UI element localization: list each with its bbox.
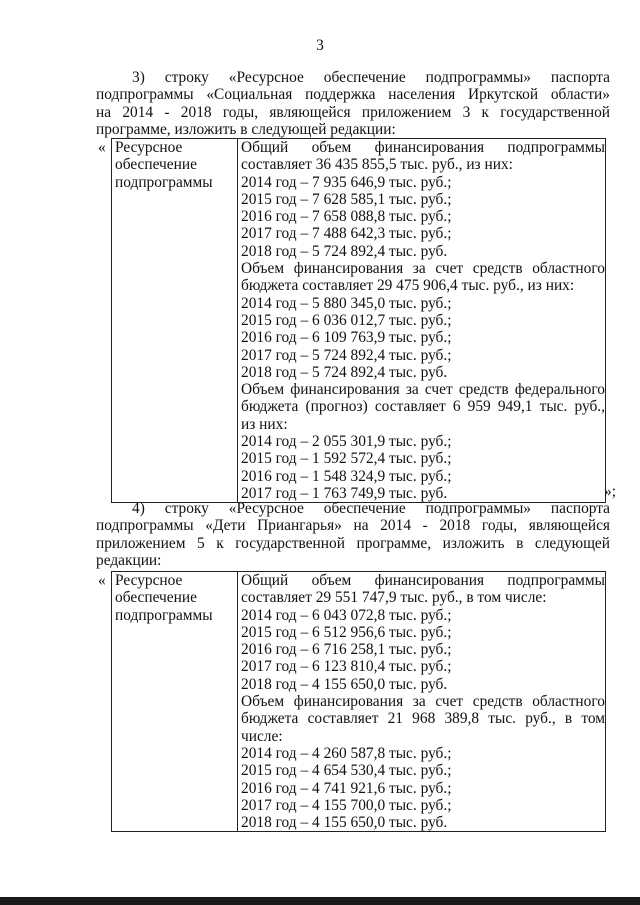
funding-line: Объем финансирования за счет средств областного (241, 693, 605, 711)
funding-line: 2016 год – 6 716 258,1 тыс. руб.; (241, 641, 452, 659)
section3-row-label-cell (112, 139, 238, 503)
funding-line: Общий объем финансирования подпрограммы (241, 572, 605, 589)
section4-intro (96, 500, 610, 569)
section4-intro-line: 4) строку «Ресурсное обеспечение подпрограммы» паспорта (132, 500, 610, 517)
funding-line: 2014 год – 7 935 646,9 тыс. руб.; (241, 173, 452, 191)
section3-resource-table (111, 138, 606, 503)
funding-line: 2018 год – 5 724 892,4 тыс. руб. (241, 242, 448, 260)
funding-line: 2015 год – 4 654 530,4 тыс. руб.; (241, 762, 452, 780)
funding-line: составляет 36 435 855,5 тыс. руб., из них: (241, 156, 513, 174)
section3-intro-line: на 2014 - 2018 годы, являющейся приложением 3 к государственной (96, 103, 610, 121)
funding-line: Объем финансирования за счет средств областного (241, 260, 605, 278)
row-label-line: обеспечение (115, 156, 197, 174)
funding-line: 2017 год – 7 488 642,3 тыс. руб.; (241, 225, 452, 243)
section3-funding-cell (238, 139, 606, 503)
funding-line: 2014 год – 2 055 301,9 тыс. руб.; (241, 433, 452, 451)
funding-line: 2016 год – 6 109 763,9 тыс. руб.; (241, 329, 452, 347)
section3-intro-line: 3) строку «Ресурсное обеспечение подпрограммы» паспорта (132, 69, 610, 86)
section3-quote-open: « (98, 139, 106, 156)
funding-line: 2016 год – 1 548 324,9 тыс. руб.; (241, 467, 452, 485)
funding-line: 2018 год – 4 155 650,0 тыс. руб. (241, 814, 448, 832)
section4-row-label-cell (112, 572, 238, 832)
funding-line: из них: (241, 415, 288, 433)
funding-line: Объем финансирования за счет средств федерального (241, 381, 605, 399)
section4-resource-table (111, 571, 606, 832)
section3-intro (96, 69, 610, 138)
row-label-line: Ресурсное (115, 139, 183, 156)
funding-line: бюджета составляет 29 475 906,4 тыс. руб., из них: (241, 277, 575, 295)
funding-line: Общий объем финансирования подпрограммы (241, 139, 605, 156)
section3-intro-line: программе, изложить в следующей редакции: (96, 120, 396, 138)
funding-line: 2017 год – 6 123 810,4 тыс. руб.; (241, 658, 452, 676)
row-label-line: Ресурсное (115, 572, 183, 589)
funding-line: составляет 29 551 747,9 тыс. руб., в том числе: (241, 589, 547, 607)
funding-line: 2014 год – 6 043 072,8 тыс. руб.; (241, 606, 452, 624)
funding-line: 2017 год – 5 724 892,4 тыс. руб.; (241, 346, 452, 364)
funding-line: 2014 год – 5 880 345,0 тыс. руб.; (241, 294, 452, 312)
section3-intro-line: подпрограммы «Социальная поддержка населения Иркутской области» (96, 86, 610, 104)
page-number: 3 (316, 37, 324, 54)
section4-intro-line: редакции: (96, 551, 162, 569)
funding-line: бюджета составляет 21 968 389,8 тыс. руб., в том (241, 710, 605, 728)
funding-line: 2018 год – 4 155 650,0 тыс. руб. (241, 675, 448, 693)
funding-line: 2015 год – 6 512 956,6 тыс. руб.; (241, 623, 452, 641)
funding-line: 2016 год – 4 741 921,6 тыс. руб.; (241, 779, 452, 797)
funding-line: 2017 год – 1 763 749,9 тыс. руб. (241, 484, 448, 502)
funding-line: бюджета (прогноз) составляет 6 959 949,1 тыс. руб., (241, 398, 605, 416)
section4-funding-cell (238, 572, 606, 832)
row-label-line: подпрограммы (115, 173, 213, 191)
funding-line: 2016 год – 7 658 088,8 тыс. руб.; (241, 208, 452, 226)
row-label-line: подпрограммы (115, 606, 213, 624)
section4-intro-line: приложением 5 к государственной программе, изложить в следующей (96, 534, 610, 552)
row-label-line: обеспечение (115, 589, 197, 607)
funding-line: 2014 год – 4 260 587,8 тыс. руб.; (241, 744, 452, 762)
funding-line: 2018 год – 5 724 892,4 тыс. руб. (241, 363, 448, 381)
funding-line: числе: (241, 727, 283, 745)
funding-line: 2015 год – 1 592 572,4 тыс. руб.; (241, 450, 452, 468)
section4-intro-line: подпрограммы «Дети Приангарья» на 2014 - 2018 годы, являющейся (96, 517, 610, 535)
section3-quote-close: »; (604, 483, 616, 500)
funding-line: 2017 год – 4 155 700,0 тыс. руб.; (241, 796, 452, 814)
funding-line: 2015 год – 7 628 585,1 тыс. руб.; (241, 190, 452, 208)
scan-edge-bar (0, 897, 640, 905)
funding-line: 2015 год – 6 036 012,7 тыс. руб.; (241, 311, 452, 329)
section4-quote-open: « (98, 572, 106, 589)
